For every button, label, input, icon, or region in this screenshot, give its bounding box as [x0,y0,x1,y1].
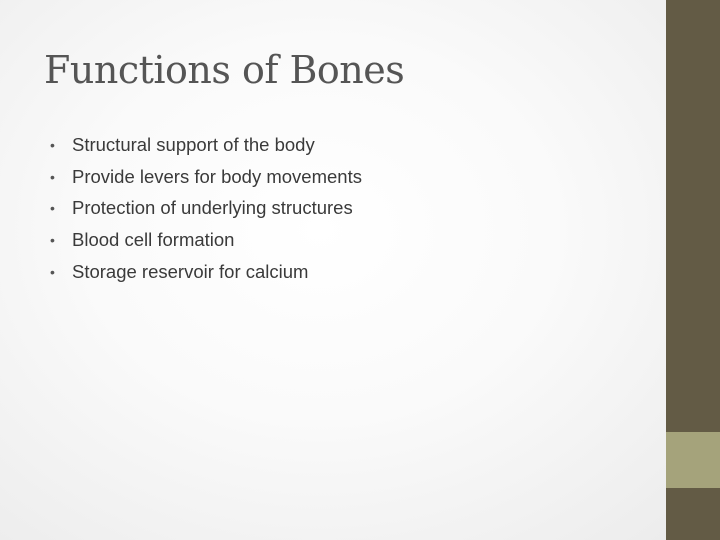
bullet-item [50,256,362,288]
side-bar-accent-block [666,432,720,488]
bullet-item [50,193,362,225]
bullet-icon: • [50,200,55,217]
bullet-icon: • [50,264,55,281]
side-decoration-bar [666,0,720,540]
bullet-list [50,129,362,288]
slide-title: Functions of Bones [44,48,405,92]
bullet-text: Blood cell formation [72,229,235,251]
bullet-icon: • [50,136,55,153]
bullet-item [50,224,362,256]
bullet-item [50,161,362,193]
bullet-item [50,129,362,161]
bullet-text: Protection of underlying structures [72,197,353,219]
side-bar-bottom-block [666,488,720,540]
side-bar-top-block [666,0,720,432]
bullet-text: Storage reservoir for calcium [72,261,309,283]
bullet-icon: • [50,232,55,249]
bullet-text: Structural support of the body [72,133,315,155]
bullet-text: Provide levers for body movements [72,165,362,187]
bullet-icon: • [50,168,55,185]
